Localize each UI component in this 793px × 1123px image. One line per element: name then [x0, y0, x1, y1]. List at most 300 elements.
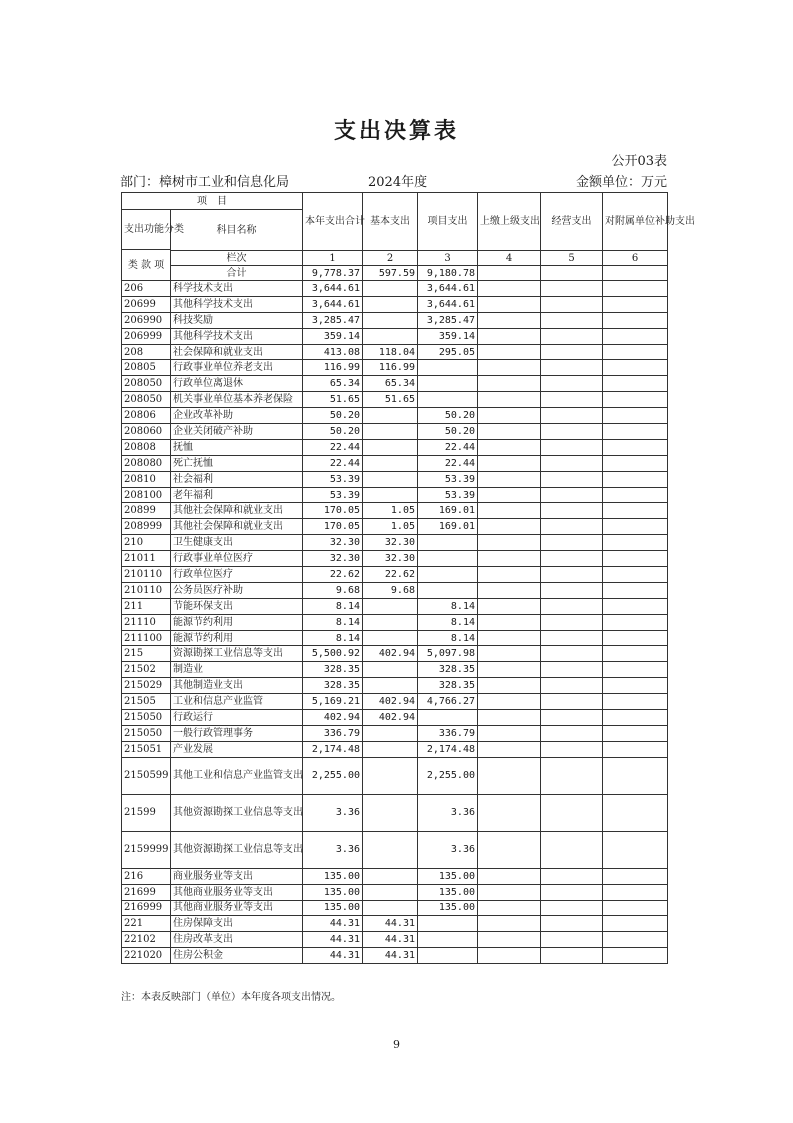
row-c4 [478, 408, 541, 424]
row-c4 [478, 630, 541, 646]
row-c5 [541, 582, 603, 598]
row-subject-name: 能源节约利用 [171, 630, 303, 646]
header-func-class: 支出功能分类 [122, 210, 171, 250]
row-c3: 50.20 [418, 408, 478, 424]
row-subject-name: 节能环保支出 [171, 598, 303, 614]
row-c2: 118.04 [363, 344, 418, 360]
row-c1: 8.14 [303, 598, 363, 614]
row-c2 [363, 868, 418, 884]
row-c4 [478, 360, 541, 376]
row-c5 [541, 535, 603, 551]
row-c2 [363, 614, 418, 630]
row-code: 20699 [122, 296, 171, 312]
header-c5: 经营支出 [541, 193, 603, 251]
colnum-6: 6 [603, 251, 668, 266]
row-c2 [363, 598, 418, 614]
row-c4 [478, 678, 541, 694]
row-c4 [478, 519, 541, 535]
row-c1: 53.39 [303, 487, 363, 503]
row-c1: 5,500.92 [303, 646, 363, 662]
row-subject-name: 行政单位离退休 [171, 376, 303, 392]
table-row [122, 694, 668, 710]
table-row [122, 424, 668, 440]
row-c4 [478, 312, 541, 328]
row-code: 208060 [122, 424, 171, 440]
row-c4 [478, 281, 541, 297]
fiscal-year: 2024年度 [368, 175, 428, 190]
row-c3 [418, 710, 478, 726]
table-row [122, 376, 668, 392]
table-row [122, 900, 668, 916]
row-c2 [363, 455, 418, 471]
row-code: 2150599 [122, 757, 171, 794]
row-c2: 65.34 [363, 376, 418, 392]
row-c3 [418, 535, 478, 551]
table-row [122, 344, 668, 360]
row-c2: 402.94 [363, 710, 418, 726]
row-c5 [541, 455, 603, 471]
row-c4 [478, 535, 541, 551]
row-c1: 22.62 [303, 567, 363, 583]
row-c1: 53.39 [303, 471, 363, 487]
row-c4 [478, 328, 541, 344]
row-c3 [418, 551, 478, 567]
row-c2 [363, 281, 418, 297]
row-c2: 44.31 [363, 948, 418, 964]
row-c1: 170.05 [303, 503, 363, 519]
row-c6 [603, 360, 668, 376]
row-c6 [603, 551, 668, 567]
table-row [122, 710, 668, 726]
row-c6 [603, 312, 668, 328]
row-c6 [603, 614, 668, 630]
row-c1: 32.30 [303, 551, 363, 567]
row-subject-name: 行政运行 [171, 710, 303, 726]
row-c6 [603, 503, 668, 519]
row-c3: 169.01 [418, 503, 478, 519]
table-row [122, 868, 668, 884]
row-c6 [603, 408, 668, 424]
row-c6 [603, 630, 668, 646]
table-row [122, 312, 668, 328]
row-c3: 3.36 [418, 794, 478, 831]
row-code: 206990 [122, 312, 171, 328]
row-subject-name: 其他工业和信息产业监管支出 [171, 757, 303, 794]
row-code: 215029 [122, 678, 171, 694]
table-row [122, 678, 668, 694]
total-label: 合计 [171, 266, 303, 281]
row-c5 [541, 694, 603, 710]
row-c4 [478, 831, 541, 868]
row-subject-name: 机关事业单位基本养老保险 [171, 392, 303, 408]
row-subject-name: 住房改革支出 [171, 932, 303, 948]
row-c3 [418, 376, 478, 392]
row-c2: 9.68 [363, 582, 418, 598]
row-c6 [603, 582, 668, 598]
row-c5 [541, 868, 603, 884]
form-number: 公开03表 [611, 154, 667, 169]
row-c5 [541, 646, 603, 662]
row-c4 [478, 646, 541, 662]
row-subject-name: 其他制造业支出 [171, 678, 303, 694]
row-code: 210110 [122, 567, 171, 583]
table-row [122, 741, 668, 757]
header-c1: 本年支出合计 [303, 193, 363, 251]
table-row [122, 630, 668, 646]
table-row [122, 535, 668, 551]
total-c5 [541, 266, 603, 281]
row-c3: 359.14 [418, 328, 478, 344]
row-c4 [478, 455, 541, 471]
row-c4 [478, 662, 541, 678]
row-c3 [418, 582, 478, 598]
row-c1: 8.14 [303, 630, 363, 646]
table-row [122, 328, 668, 344]
row-c3: 3.36 [418, 831, 478, 868]
row-c2: 44.31 [363, 916, 418, 932]
table-row [122, 884, 668, 900]
row-code: 216 [122, 868, 171, 884]
row-subject-name: 工业和信息产业监管 [171, 694, 303, 710]
row-c3: 2,255.00 [418, 757, 478, 794]
row-c2 [363, 439, 418, 455]
row-code: 210110 [122, 582, 171, 598]
total-c6 [603, 266, 668, 281]
row-c5 [541, 567, 603, 583]
row-c2 [363, 312, 418, 328]
row-c1: 336.79 [303, 725, 363, 741]
row-c5 [541, 328, 603, 344]
row-c4 [478, 424, 541, 440]
row-c2 [363, 831, 418, 868]
row-subject-name: 住房公积金 [171, 948, 303, 964]
row-c1: 328.35 [303, 678, 363, 694]
row-c4 [478, 868, 541, 884]
row-c1: 5,169.21 [303, 694, 363, 710]
row-subject-name: 其他商业服务业等支出 [171, 884, 303, 900]
row-c1: 65.34 [303, 376, 363, 392]
row-subject-name: 社会保障和就业支出 [171, 344, 303, 360]
row-c4 [478, 757, 541, 794]
row-c2 [363, 662, 418, 678]
row-code: 21110 [122, 614, 171, 630]
row-c5 [541, 312, 603, 328]
row-subject-name: 其他商业服务业等支出 [171, 900, 303, 916]
colnum-2: 2 [363, 251, 418, 266]
row-c5 [541, 439, 603, 455]
row-c2 [363, 408, 418, 424]
table-row [122, 948, 668, 964]
row-c1: 135.00 [303, 868, 363, 884]
row-c4 [478, 694, 541, 710]
row-c5 [541, 900, 603, 916]
row-c4 [478, 794, 541, 831]
header-row [122, 193, 668, 210]
table-row [122, 455, 668, 471]
column-number-row [122, 251, 668, 266]
row-c2 [363, 900, 418, 916]
table-row [122, 503, 668, 519]
table-row [122, 794, 668, 831]
row-c3 [418, 948, 478, 964]
row-c1: 22.44 [303, 455, 363, 471]
row-c6 [603, 900, 668, 916]
row-c4 [478, 948, 541, 964]
table-row [122, 646, 668, 662]
row-c1: 116.99 [303, 360, 363, 376]
row-subject-name: 科技奖励 [171, 312, 303, 328]
row-c2: 402.94 [363, 694, 418, 710]
row-c5 [541, 630, 603, 646]
row-c6 [603, 281, 668, 297]
header-project: 项 目 [122, 193, 303, 210]
row-c5 [541, 392, 603, 408]
row-c4 [478, 884, 541, 900]
row-c4 [478, 487, 541, 503]
colnum-1: 1 [303, 251, 363, 266]
row-c5 [541, 725, 603, 741]
row-c6 [603, 710, 668, 726]
row-code: 210 [122, 535, 171, 551]
table-row [122, 408, 668, 424]
row-c5 [541, 598, 603, 614]
row-code: 20810 [122, 471, 171, 487]
row-c6 [603, 328, 668, 344]
amount-unit: 金额单位：万元 [575, 175, 667, 190]
row-code: 208050 [122, 392, 171, 408]
row-c1: 135.00 [303, 900, 363, 916]
row-code: 21011 [122, 551, 171, 567]
row-c5 [541, 344, 603, 360]
row-c1: 51.65 [303, 392, 363, 408]
row-c2 [363, 487, 418, 503]
row-subject-name: 资源勘探工业信息等支出 [171, 646, 303, 662]
row-code: 21599 [122, 794, 171, 831]
row-c4 [478, 614, 541, 630]
row-c3 [418, 392, 478, 408]
row-code: 221 [122, 916, 171, 932]
row-code: 20805 [122, 360, 171, 376]
row-c3: 295.05 [418, 344, 478, 360]
row-c5 [541, 662, 603, 678]
row-c6 [603, 868, 668, 884]
row-c6 [603, 757, 668, 794]
row-code: 208 [122, 344, 171, 360]
row-c2 [363, 678, 418, 694]
page-number: 9 [393, 1038, 400, 1051]
row-c5 [541, 503, 603, 519]
row-c4 [478, 582, 541, 598]
row-c6 [603, 487, 668, 503]
row-c3: 328.35 [418, 662, 478, 678]
table-row [122, 551, 668, 567]
row-c5 [541, 551, 603, 567]
row-c6 [603, 831, 668, 868]
table-row [122, 519, 668, 535]
row-c1: 50.20 [303, 424, 363, 440]
row-c3: 22.44 [418, 439, 478, 455]
row-c3: 53.39 [418, 487, 478, 503]
row-c4 [478, 344, 541, 360]
row-c5 [541, 932, 603, 948]
row-c6 [603, 567, 668, 583]
total-c1: 9,778.37 [303, 266, 363, 281]
table-row [122, 487, 668, 503]
row-c2: 1.05 [363, 503, 418, 519]
header-kuan-xiang: 类 款 项 [122, 250, 171, 281]
row-subject-name: 其他资源勘探工业信息等支出 [171, 794, 303, 831]
row-subject-name: 产业发展 [171, 741, 303, 757]
row-c2: 32.30 [363, 535, 418, 551]
row-c3 [418, 360, 478, 376]
row-subject-name: 住房保障支出 [171, 916, 303, 932]
row-c5 [541, 741, 603, 757]
row-code: 215051 [122, 741, 171, 757]
row-c1: 8.14 [303, 614, 363, 630]
row-c6 [603, 376, 668, 392]
row-subject-name: 老年福利 [171, 487, 303, 503]
row-c6 [603, 519, 668, 535]
row-c6 [603, 296, 668, 312]
row-c3 [418, 916, 478, 932]
row-c1: 44.31 [303, 916, 363, 932]
row-c6 [603, 741, 668, 757]
row-c2 [363, 884, 418, 900]
row-c6 [603, 392, 668, 408]
row-c6 [603, 948, 668, 964]
header-c2: 基本支出 [363, 193, 418, 251]
row-c6 [603, 662, 668, 678]
row-c1: 44.31 [303, 948, 363, 964]
table-row [122, 662, 668, 678]
row-code: 215 [122, 646, 171, 662]
row-c6 [603, 725, 668, 741]
row-c3 [418, 567, 478, 583]
row-subject-name: 其他科学技术支出 [171, 296, 303, 312]
table-row [122, 392, 668, 408]
row-code: 206 [122, 281, 171, 297]
row-c2: 1.05 [363, 519, 418, 535]
row-subject-name: 社会福利 [171, 471, 303, 487]
row-c2: 402.94 [363, 646, 418, 662]
header-c3: 项目支出 [418, 193, 478, 251]
row-c3: 135.00 [418, 868, 478, 884]
row-c6 [603, 439, 668, 455]
row-c4 [478, 551, 541, 567]
row-c4 [478, 710, 541, 726]
row-c5 [541, 948, 603, 964]
row-code: 22102 [122, 932, 171, 948]
row-c6 [603, 535, 668, 551]
table-row [122, 725, 668, 741]
header-subject-name: 科目名称 [171, 210, 303, 251]
row-c1: 170.05 [303, 519, 363, 535]
row-c2 [363, 424, 418, 440]
row-c1: 3,644.61 [303, 296, 363, 312]
row-c5 [541, 487, 603, 503]
row-code: 20806 [122, 408, 171, 424]
row-c3: 53.39 [418, 471, 478, 487]
row-c5 [541, 710, 603, 726]
row-c3: 50.20 [418, 424, 478, 440]
row-c5 [541, 757, 603, 794]
row-subject-name: 死亡抚恤 [171, 455, 303, 471]
row-c6 [603, 916, 668, 932]
row-c6 [603, 694, 668, 710]
row-c6 [603, 884, 668, 900]
header-column-no: 栏次 [171, 251, 303, 266]
row-subject-name: 其他社会保障和就业支出 [171, 519, 303, 535]
row-code: 206999 [122, 328, 171, 344]
row-c3: 2,174.48 [418, 741, 478, 757]
row-c3: 8.14 [418, 614, 478, 630]
row-c3: 3,644.61 [418, 296, 478, 312]
row-c3: 4,766.27 [418, 694, 478, 710]
row-subject-name: 行政事业单位养老支出 [171, 360, 303, 376]
row-c4 [478, 932, 541, 948]
row-c4 [478, 725, 541, 741]
row-c5 [541, 424, 603, 440]
total-row [122, 266, 668, 281]
row-c1: 413.08 [303, 344, 363, 360]
total-c4 [478, 266, 541, 281]
row-subject-name: 卫生健康支出 [171, 535, 303, 551]
row-c6 [603, 932, 668, 948]
expenditure-table [121, 192, 695, 964]
row-c3: 3,285.47 [418, 312, 478, 328]
total-c3: 9,180.78 [418, 266, 478, 281]
row-c4 [478, 741, 541, 757]
table-row [122, 831, 668, 868]
footnote: 注：本表反映部门（单位）本年度各项支出情况。 [121, 992, 341, 1003]
row-c1: 9.68 [303, 582, 363, 598]
row-c2 [363, 296, 418, 312]
row-code: 215050 [122, 710, 171, 726]
row-subject-name: 企业改革补助 [171, 408, 303, 424]
row-code: 215050 [122, 725, 171, 741]
colnum-4: 4 [478, 251, 541, 266]
row-c6 [603, 455, 668, 471]
row-subject-name: 行政事业单位医疗 [171, 551, 303, 567]
row-c1: 135.00 [303, 884, 363, 900]
row-c1: 328.35 [303, 662, 363, 678]
row-c1: 3,644.61 [303, 281, 363, 297]
row-c3: 8.14 [418, 598, 478, 614]
table-row [122, 757, 668, 794]
row-c1: 22.44 [303, 439, 363, 455]
row-c1: 3,285.47 [303, 312, 363, 328]
row-subject-name: 企业关闭破产补助 [171, 424, 303, 440]
row-c1: 402.94 [303, 710, 363, 726]
row-c5 [541, 678, 603, 694]
row-c4 [478, 900, 541, 916]
row-c6 [603, 424, 668, 440]
row-c2 [363, 794, 418, 831]
row-c2: 51.65 [363, 392, 418, 408]
row-c2 [363, 757, 418, 794]
row-code: 208100 [122, 487, 171, 503]
row-c1: 44.31 [303, 932, 363, 948]
row-code: 21502 [122, 662, 171, 678]
row-c6 [603, 646, 668, 662]
row-code: 216999 [122, 900, 171, 916]
row-code: 221020 [122, 948, 171, 964]
colnum-5: 5 [541, 251, 603, 266]
row-c5 [541, 376, 603, 392]
row-c5 [541, 614, 603, 630]
row-c5 [541, 794, 603, 831]
report-meta [120, 171, 667, 189]
